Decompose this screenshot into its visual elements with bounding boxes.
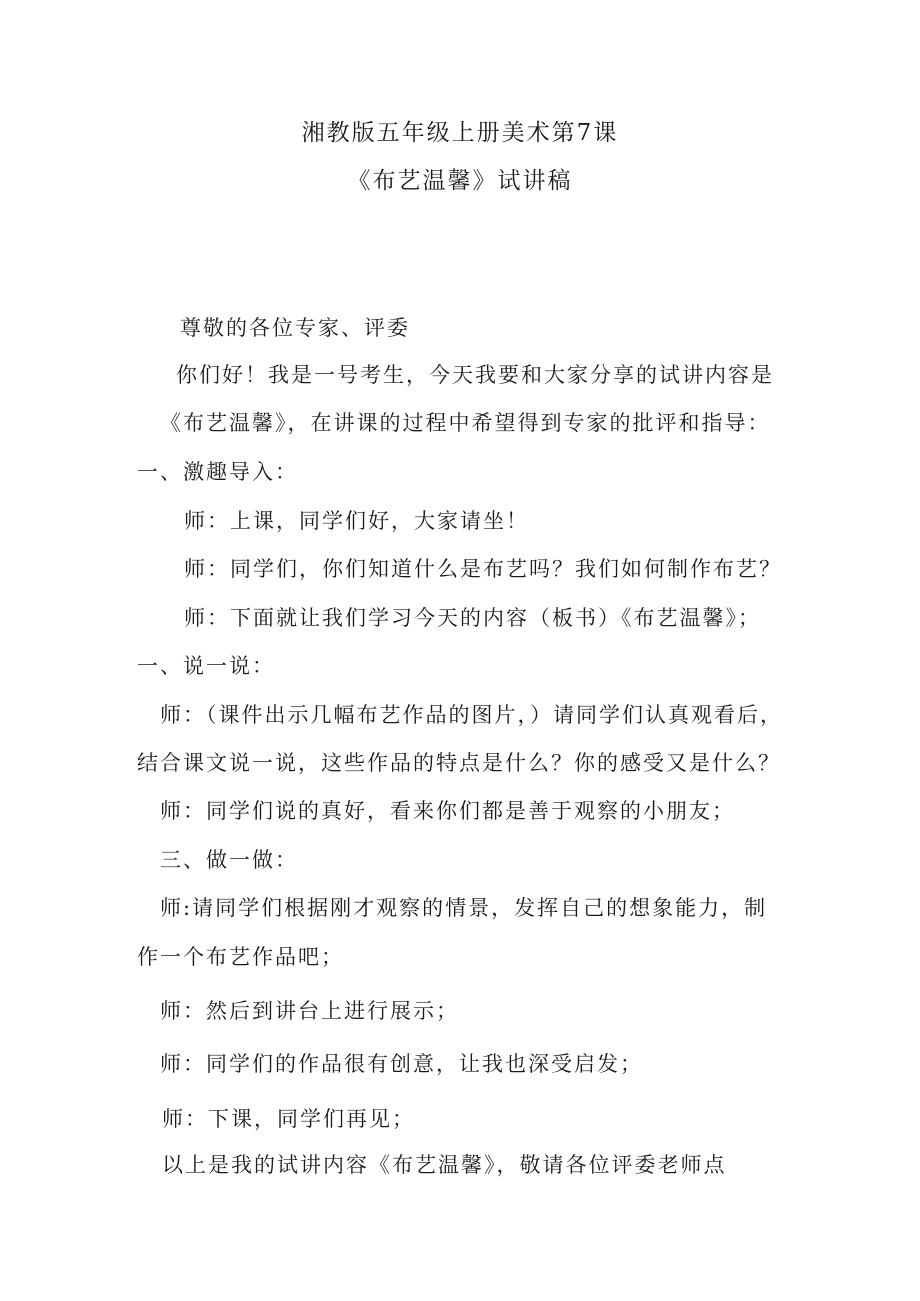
document-subtitle: 《布艺温馨》试讲稿 bbox=[347, 168, 573, 194]
dialogue-line: 师：下面就让我们学习今天的内容（板书）《布艺温馨》； bbox=[184, 606, 761, 630]
dialogue-line: 师：同学们，你们知道什么是布艺吗？我们如何制作布艺？ bbox=[184, 557, 782, 581]
intro-line-2: 《布艺温馨》，在讲课的过程中希望得到专家的批评和指导： bbox=[160, 411, 771, 435]
closing-line: 以上是我的试讲内容《布艺温馨》，敬请各位评委老师点 bbox=[162, 1153, 727, 1177]
dialogue-line: 师：下课，同学们再见； bbox=[162, 1107, 415, 1131]
greeting-line: 尊敬的各位专家、评委 bbox=[180, 316, 410, 340]
section-heading-1: 一、激趣导入： bbox=[137, 460, 298, 484]
document-title: 湘教版五年级上册美术第7课 bbox=[301, 120, 619, 146]
dialogue-line: 师：同学们说的真好，看来你们都是善于观察的小朋友； bbox=[160, 799, 735, 823]
dialogue-line: 师:请同学们根据刚才观察的情景，发挥自己的想象能力，制 bbox=[160, 896, 768, 920]
dialogue-continuation: 作一个布艺作品吧； bbox=[137, 945, 344, 969]
dialogue-line: 师：然后到讲台上进行展示； bbox=[160, 999, 459, 1023]
dialogue-continuation: 结合课文说一说，这些作品的特点是什么？你的感受又是什么？ bbox=[137, 751, 781, 775]
section-heading-3: 三、做一做： bbox=[160, 848, 298, 872]
intro-line-1: 你们好！我是一号考生，今天我要和大家分享的试讲内容是 bbox=[176, 363, 774, 387]
dialogue-line: 师：（课件出示几幅布艺作品的图片，）请同学们认真观看后， bbox=[160, 703, 783, 727]
dialogue-line: 师：同学们的作品很有创意，让我也深受启发； bbox=[160, 1052, 643, 1076]
section-heading-2: 一、说一说： bbox=[137, 654, 275, 678]
dialogue-line: 师：上课，同学们好，大家请坐！ bbox=[184, 509, 529, 533]
